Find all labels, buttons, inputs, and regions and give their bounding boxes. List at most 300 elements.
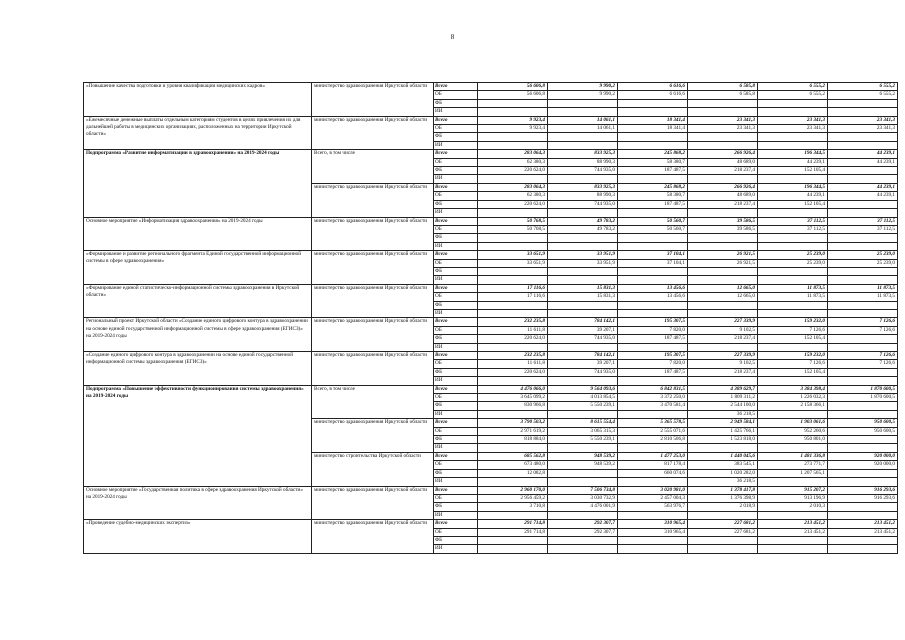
amount-cell: 44 239,1 [828,183,898,191]
amount-cell: 3 710,8 [478,503,548,511]
funding-source: ФБ [434,301,478,309]
amount-cell: 3 372 250,0 [618,394,688,402]
amount-cell [688,175,758,183]
responsible-executor: Всего, в том числе [312,150,434,184]
table-row [84,520,898,528]
amount-cell [618,99,688,107]
amount-cell: 245 868,2 [618,150,688,158]
amount-cell [688,234,758,242]
amount-cell: 48 689,0 [688,192,758,200]
amount-cell: 18 341,4 [618,125,688,133]
amount-cell: 33 951,9 [548,259,618,267]
funding-source: ИИ [434,478,478,486]
amount-cell: 44 239,1 [828,192,898,200]
funding-source: Всего [434,318,478,326]
amount-cell: 5 550 239,1 [548,402,618,410]
amount-cell [478,133,548,141]
amount-cell: 266 926,4 [688,183,758,191]
amount-cell: 3 645 099,2 [478,394,548,402]
funding-source: ФБ [434,368,478,376]
amount-cell: 44 239,1 [828,158,898,166]
table-row [84,486,898,494]
amount-cell: 232 235,8 [478,352,548,360]
amount-cell: 1 809 311,2 [688,394,758,402]
amount-cell: 37 112,5 [828,217,898,225]
table-row [84,318,898,326]
amount-cell [548,444,618,452]
amount-cell [828,368,898,376]
funding-source: ОБ [434,293,478,301]
amount-cell: 159 232,0 [758,352,828,360]
amount-cell [618,267,688,275]
amount-cell [478,175,548,183]
amount-cell [618,175,688,183]
amount-cell [758,133,828,141]
amount-cell: 227 339,9 [688,352,758,360]
amount-cell: 950 600,5 [828,427,898,435]
amount-cell [478,444,548,452]
amount-cell: 1 207 565,1 [758,469,828,477]
amount-cell [758,536,828,544]
amount-cell [478,511,548,519]
amount-cell: 245 868,2 [618,183,688,191]
funding-source: ОБ [434,528,478,536]
amount-cell [548,234,618,242]
amount-cell [618,545,688,553]
amount-cell: 4 389 629,7 [688,385,758,393]
page-number: 8 [450,33,455,41]
funding-source: ИИ [434,209,478,217]
amount-cell [758,209,828,217]
budget-table [83,82,898,554]
amount-cell: 220 624,0 [478,368,548,376]
amount-cell: 187 487,5 [618,200,688,208]
funding-source: ОБ [434,427,478,435]
responsible-executor: министерство здравоохранения Иркутской области [312,116,434,150]
amount-cell [758,377,828,385]
amount-cell: 50 768,5 [478,225,548,233]
amount-cell [548,469,618,477]
table-row [84,217,898,225]
amount-cell: 36 218,5 [688,478,758,486]
amount-cell: 13 456,6 [618,293,688,301]
amount-cell [478,276,548,284]
amount-cell [548,545,618,553]
amount-cell [828,343,898,351]
amount-cell: 8 615 554,4 [548,419,618,427]
amount-cell: 1 870 600,5 [828,385,898,393]
funding-source: Всего [434,284,478,292]
amount-cell: 39 586,5 [688,217,758,225]
amount-cell [828,301,898,309]
amount-cell: 2 949 584,1 [688,419,758,427]
funding-source: Всего [434,183,478,191]
funding-source: ОБ [434,91,478,99]
amount-cell [758,267,828,275]
amount-cell: 3 065 315,3 [548,427,618,435]
amount-cell: 227 681,2 [688,528,758,536]
funding-source: ОБ [434,326,478,334]
amount-cell: 37 112,5 [758,225,828,233]
amount-cell [828,478,898,486]
amount-cell: 9 564 093,6 [548,385,618,393]
amount-cell: 12 665,0 [688,293,758,301]
amount-cell [548,99,618,107]
amount-cell [548,242,618,250]
amount-cell [758,343,828,351]
amount-cell: 12 082,8 [478,469,548,477]
amount-cell: 12 665,0 [688,284,758,292]
amount-cell [828,108,898,116]
funding-source: ИИ [434,343,478,351]
amount-cell [828,402,898,410]
amount-cell [828,141,898,149]
table-row [84,251,898,259]
amount-cell [618,133,688,141]
amount-cell [688,276,758,284]
amount-cell [618,444,688,452]
amount-cell: 916 293,6 [828,486,898,494]
amount-cell: 7 126,6 [828,318,898,326]
amount-cell: 744 935,0 [548,167,618,175]
amount-cell: 920 000,0 [828,452,898,460]
amount-cell: 2 010,3 [758,503,828,511]
funding-source: Всего [434,486,478,494]
funding-source: ОБ [434,259,478,267]
amount-cell: 213 451,2 [758,520,828,528]
amount-cell: 25 239,0 [828,259,898,267]
amount-cell [828,410,898,418]
amount-cell: 9 102,5 [688,326,758,334]
amount-cell [828,469,898,477]
amount-cell: 273 771,7 [758,461,828,469]
amount-cell: 2 158 366,1 [758,402,828,410]
funding-source: Всего [434,352,478,360]
amount-cell: 44 239,1 [758,192,828,200]
amount-cell: 152 105,4 [758,200,828,208]
amount-cell: 39 207,1 [548,360,618,368]
responsible-executor: министерство здравоохранения Иркутской области [312,419,434,453]
funding-source: ФБ [434,167,478,175]
amount-cell [688,267,758,275]
amount-cell: 6 555,2 [758,83,828,91]
amount-cell: 23 341,3 [758,125,828,133]
amount-cell [478,209,548,217]
amount-cell: 915 207,2 [758,486,828,494]
amount-cell [828,133,898,141]
responsible-executor: министерство здравоохранения Иркутской области [312,352,434,386]
funding-source: ИИ [434,545,478,553]
amount-cell [688,301,758,309]
responsible-executor: министерство здравоохранения Иркутской области [312,251,434,285]
amount-cell [688,536,758,544]
amount-cell: 2 544 100,0 [688,402,758,410]
amount-cell: 195 307,5 [618,352,688,360]
amount-cell [688,99,758,107]
amount-cell: 4 013 854,5 [548,394,618,402]
amount-cell [828,377,898,385]
funding-source: Всего [434,452,478,460]
amount-cell: 88 990,3 [548,158,618,166]
amount-cell: 9 923,4 [478,116,548,124]
amount-cell: 563 976,7 [618,503,688,511]
amount-cell: 3 020 981,0 [618,486,688,494]
amount-cell [478,301,548,309]
funding-source: ФБ [434,536,478,544]
funding-source: ФБ [434,200,478,208]
amount-cell: 266 926,4 [688,150,758,158]
amount-cell [828,167,898,175]
amount-cell [478,545,548,553]
amount-cell: 310 965,4 [618,528,688,536]
activity-name: «Создание единого цифрового контура в здравоохранении на основе единой государственной информационной системы здравоохранения (ЕГИСЗ)» [84,352,312,386]
amount-cell: 17 116,6 [478,293,548,301]
responsible-executor: министерство строительства Иркутской области [312,452,434,486]
amount-cell: 218 237,4 [688,368,758,376]
amount-cell: 187 487,5 [618,368,688,376]
amount-cell [828,335,898,343]
amount-cell: 7 126,6 [758,326,828,334]
amount-cell [828,309,898,317]
amount-cell [618,377,688,385]
amount-cell: 7 506 734,8 [548,486,618,494]
amount-cell [548,133,618,141]
amount-cell [828,444,898,452]
amount-cell [478,108,548,116]
amount-cell: 6 555,2 [828,91,898,99]
amount-cell [688,209,758,217]
amount-cell [758,175,828,183]
funding-source: ИИ [434,175,478,183]
amount-cell: 950 801,0 [758,436,828,444]
amount-cell: 187 487,5 [618,335,688,343]
amount-cell: 2 810 506,8 [618,436,688,444]
amount-cell [828,536,898,544]
amount-cell [478,377,548,385]
amount-cell: 23 341,3 [688,116,758,124]
amount-cell: 2 018,9 [688,503,758,511]
amount-cell: 58 380,7 [618,192,688,200]
funding-source: ФБ [434,436,478,444]
funding-source: ОБ [434,360,478,368]
amount-cell: 2 956 459,2 [478,494,548,502]
amount-cell: 25 239,0 [758,251,828,259]
table-row [84,150,898,158]
amount-cell: 6 616,6 [618,91,688,99]
amount-cell: 7 126,6 [828,326,898,334]
funding-source: ОБ [434,394,478,402]
amount-cell: 3 384 398,4 [758,385,828,393]
amount-cell: 920 000,0 [828,461,898,469]
amount-cell [478,410,548,418]
amount-cell [618,209,688,217]
amount-cell: 218 237,4 [688,167,758,175]
amount-cell: 39 207,1 [548,326,618,334]
amount-cell [478,141,548,149]
funding-source: ИИ [434,242,478,250]
amount-cell: 1 378 417,8 [688,486,758,494]
amount-cell: 2 971 619,2 [478,427,548,435]
amount-cell [828,545,898,553]
amount-cell [758,234,828,242]
amount-cell [478,267,548,275]
amount-cell [548,141,618,149]
funding-source: Всего [434,385,478,393]
funding-source: Всего [434,116,478,124]
amount-cell: 220 624,0 [478,335,548,343]
amount-cell [548,209,618,217]
amount-cell: 7 820,0 [618,326,688,334]
amount-cell: 11 873,5 [828,293,898,301]
amount-cell [618,410,688,418]
funding-source: ФБ [434,335,478,343]
amount-cell: 58 380,7 [618,158,688,166]
amount-cell [758,301,828,309]
amount-cell: 213 451,2 [828,520,898,528]
funding-source: Всего [434,217,478,225]
amount-cell: 37 104,1 [618,259,688,267]
amount-cell [548,377,618,385]
amount-cell: 744 935,0 [548,368,618,376]
amount-cell: 220 624,0 [478,167,548,175]
amount-cell: 7 820,0 [618,360,688,368]
amount-cell: 56 606,8 [478,83,548,91]
amount-cell: 916 293,6 [828,494,898,502]
amount-cell: 952 260,6 [758,427,828,435]
amount-cell: 673 480,0 [478,461,548,469]
amount-cell [688,108,758,116]
amount-cell [758,141,828,149]
amount-cell [688,309,758,317]
amount-cell: 9 102,5 [688,360,758,368]
table-row [84,284,898,292]
table-row [84,385,898,393]
funding-source: ИИ [434,511,478,519]
amount-cell: 36 218,5 [688,410,758,418]
responsible-executor: министерство здравоохранения Иркутской области [312,318,434,352]
amount-cell [618,511,688,519]
amount-cell [548,276,618,284]
amount-cell: 218 237,4 [688,200,758,208]
amount-cell: 7 126,6 [828,352,898,360]
amount-cell: 23 341,3 [828,116,898,124]
amount-cell [548,343,618,351]
amount-cell: 4 476 066,0 [478,385,548,393]
amount-cell: 948 539,2 [548,452,618,460]
amount-cell: 62 380,3 [478,192,548,200]
amount-cell: 50 560,7 [618,217,688,225]
amount-cell: 11 611,8 [478,360,548,368]
amount-cell: 744 935,0 [548,335,618,343]
amount-cell: 1 440 045,6 [688,452,758,460]
amount-cell [828,267,898,275]
funding-source: ИИ [434,309,478,317]
amount-cell [828,436,898,444]
amount-cell: 56 606,8 [478,91,548,99]
amount-cell: 88 990,3 [548,192,618,200]
amount-cell [618,234,688,242]
amount-cell [618,276,688,284]
amount-cell [688,377,758,385]
amount-cell: 4 476 001,9 [548,503,618,511]
activity-name: Подпрограмма «Развитие информатизации в здравоохранении» на 2019-2024 годы [84,150,312,217]
amount-cell: 196 344,5 [758,183,828,191]
responsible-executor: министерство здравоохранения Иркутской области [312,83,434,117]
amount-cell [548,175,618,183]
amount-cell: 660 074,6 [618,469,688,477]
amount-cell: 26 921,5 [688,259,758,267]
amount-cell [828,175,898,183]
amount-cell [828,234,898,242]
amount-cell [478,478,548,486]
amount-cell: 15 831,3 [548,284,618,292]
funding-source: ИИ [434,141,478,149]
funding-source: ФБ [434,133,478,141]
responsible-executor: Всего, в том числе [312,385,434,419]
amount-cell: 218 237,4 [688,335,758,343]
amount-cell [828,200,898,208]
amount-cell: 310 965,4 [618,520,688,528]
amount-cell: 9 923,4 [478,125,548,133]
amount-cell: 17 116,6 [478,284,548,292]
amount-cell [688,511,758,519]
amount-cell [478,536,548,544]
amount-cell [758,276,828,284]
activity-name: «Формирование единой статистическо-информационной системы здравоохранения в Иркутской области» [84,284,312,318]
amount-cell: 3 470 581,4 [618,402,688,410]
amount-cell: 1 477 253,0 [618,452,688,460]
amount-cell: 913 196,9 [758,494,828,502]
amount-cell [548,410,618,418]
amount-cell: 1 425 766,1 [688,427,758,435]
funding-source: ИИ [434,410,478,418]
amount-cell: 213 451,2 [758,528,828,536]
amount-cell [478,99,548,107]
amount-cell: 227 681,2 [688,520,758,528]
amount-cell [758,99,828,107]
amount-cell: 33 651,9 [478,251,548,259]
amount-cell: 23 341,3 [828,125,898,133]
amount-cell: 383 545,1 [688,461,758,469]
funding-source: Всего [434,520,478,528]
amount-cell: 3 030 732,9 [548,494,618,502]
amount-cell: 7 126,6 [828,360,898,368]
amount-cell [548,536,618,544]
amount-cell [618,141,688,149]
amount-cell [758,444,828,452]
amount-cell: 37 104,1 [618,251,688,259]
amount-cell: 784 142,1 [548,318,618,326]
amount-cell [758,410,828,418]
amount-cell: 33 951,9 [548,251,618,259]
funding-source: Всего [434,83,478,91]
activity-name: Подпрограмма «Повышение эффективности функционирования системы здравоохранения» на 2019-2024 годы [84,385,312,486]
amount-cell: 1 376 398,9 [688,494,758,502]
funding-source: ОБ [434,125,478,133]
funding-source: ИИ [434,444,478,452]
amount-cell [618,301,688,309]
amount-cell: 6 616,6 [618,83,688,91]
amount-cell: 44 239,1 [828,150,898,158]
amount-cell: 292 307,7 [548,528,618,536]
funding-source: ОБ [434,225,478,233]
funding-source: ИИ [434,108,478,116]
amount-cell [548,478,618,486]
amount-cell: 159 232,0 [758,318,828,326]
amount-cell: 49 783,2 [548,225,618,233]
amount-cell: 2 960 170,0 [478,486,548,494]
amount-cell: 14 061,1 [548,125,618,133]
